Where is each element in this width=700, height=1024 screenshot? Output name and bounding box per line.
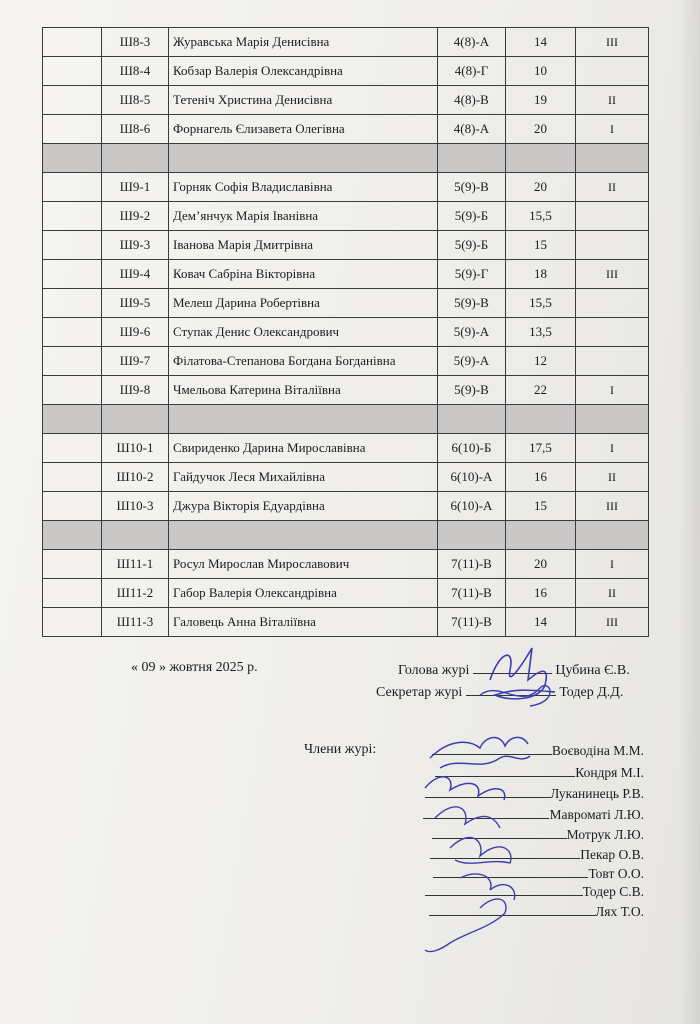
score-cell: 16	[506, 579, 576, 608]
row-number-cell	[43, 463, 102, 492]
score-cell: 20	[506, 115, 576, 144]
participant-name-cell: Мелеш Дарина Робертівна	[169, 289, 438, 318]
place-cell: II	[576, 86, 649, 115]
chair-name: Цубина Є.В.	[555, 663, 630, 678]
table-separator-row	[43, 405, 649, 434]
separator-cell	[438, 521, 506, 550]
separator-cell	[576, 405, 649, 434]
participant-code-cell: Ш8-6	[102, 115, 169, 144]
score-cell: 18	[506, 260, 576, 289]
score-cell: 15	[506, 231, 576, 260]
table-row	[43, 260, 649, 289]
score-cell: 14	[506, 28, 576, 57]
score-cell: 14	[506, 608, 576, 637]
chair-signature-scribble	[470, 640, 570, 710]
secretary-label: Секретар журі	[376, 685, 463, 700]
jury-member-name: Тодер С.В.	[582, 884, 644, 899]
score-cell: 15,5	[506, 289, 576, 318]
participant-code-cell: Ш11-1	[102, 550, 169, 579]
score-cell: 20	[506, 173, 576, 202]
participant-code-cell: Ш11-3	[102, 608, 169, 637]
jury-member-name: Мотрук Л.Ю.	[566, 827, 644, 842]
participant-name-cell: Джура Вікторія Едуардівна	[169, 492, 438, 521]
score-cell: 20	[506, 550, 576, 579]
row-number-cell	[43, 579, 102, 608]
chair-label: Голова журі	[398, 663, 470, 678]
place-cell	[576, 57, 649, 86]
table-row	[43, 86, 649, 115]
table-row	[43, 492, 649, 521]
class-cell: 5(9)-А	[438, 318, 506, 347]
place-cell	[576, 231, 649, 260]
table-separator-row	[43, 521, 649, 550]
protocol-date: « 09 » жовтня 2025 р.	[131, 660, 258, 675]
participant-name-cell: Журавська Марія Денисівна	[169, 28, 438, 57]
row-number-cell	[43, 434, 102, 463]
class-cell: 5(9)-В	[438, 376, 506, 405]
participant-code-cell: Ш9-6	[102, 318, 169, 347]
class-cell: 4(8)-А	[438, 28, 506, 57]
table-row	[43, 173, 649, 202]
participant-code-cell: Ш10-1	[102, 434, 169, 463]
jury-member-name: Лях Т.О.	[595, 904, 644, 919]
table-row	[43, 318, 649, 347]
score-cell: 16	[506, 463, 576, 492]
row-number-cell	[43, 550, 102, 579]
class-cell: 6(10)-Б	[438, 434, 506, 463]
class-cell: 7(11)-В	[438, 579, 506, 608]
class-cell: 7(11)-В	[438, 608, 506, 637]
row-number-cell	[43, 289, 102, 318]
participant-code-cell: Ш8-3	[102, 28, 169, 57]
score-cell: 12	[506, 347, 576, 376]
row-number-cell	[43, 492, 102, 521]
jury-member-name: Мавроматі Л.Ю.	[549, 807, 644, 822]
class-cell: 6(10)-А	[438, 463, 506, 492]
row-number-cell	[43, 57, 102, 86]
separator-cell	[102, 405, 169, 434]
place-cell	[576, 289, 649, 318]
class-cell: 4(8)-В	[438, 86, 506, 115]
separator-cell	[102, 521, 169, 550]
place-cell: I	[576, 550, 649, 579]
separator-cell	[43, 521, 102, 550]
participant-name-cell: Кобзар Валерія Олександрівна	[169, 57, 438, 86]
table-row	[43, 579, 649, 608]
participant-name-cell: Іванова Марія Дмитрівна	[169, 231, 438, 260]
separator-cell	[506, 144, 576, 173]
table-row	[43, 608, 649, 637]
row-number-cell	[43, 376, 102, 405]
jury-signatures-scribble	[410, 728, 550, 958]
participant-name-cell: Філатова-Степанова Богдана Богданівна	[169, 347, 438, 376]
row-number-cell	[43, 86, 102, 115]
row-number-cell	[43, 231, 102, 260]
row-number-cell	[43, 608, 102, 637]
place-cell	[576, 347, 649, 376]
participant-name-cell: Ступак Денис Олександрович	[169, 318, 438, 347]
separator-cell	[506, 405, 576, 434]
participant-name-cell: Росул Мирослав Мирославович	[169, 550, 438, 579]
table-row	[43, 231, 649, 260]
place-cell: II	[576, 173, 649, 202]
participant-code-cell: Ш9-5	[102, 289, 169, 318]
participant-code-cell: Ш9-2	[102, 202, 169, 231]
participant-name-cell: Форнагель Єлизавета Олегівна	[169, 115, 438, 144]
participant-name-cell: Габор Валерія Олександрівна	[169, 579, 438, 608]
jury-members-label: Члени журі:	[304, 742, 377, 757]
class-cell: 5(9)-В	[438, 289, 506, 318]
row-number-cell	[43, 347, 102, 376]
table-row	[43, 202, 649, 231]
class-cell: 7(11)-В	[438, 550, 506, 579]
table-row	[43, 289, 649, 318]
participant-name-cell: Дем’янчук Марія Іванівна	[169, 202, 438, 231]
participant-code-cell: Ш9-1	[102, 173, 169, 202]
class-cell: 5(9)-В	[438, 173, 506, 202]
place-cell: I	[576, 376, 649, 405]
table-row	[43, 550, 649, 579]
place-cell: I	[576, 434, 649, 463]
place-cell: III	[576, 492, 649, 521]
place-cell: III	[576, 28, 649, 57]
place-cell	[576, 202, 649, 231]
class-cell: 5(9)-Г	[438, 260, 506, 289]
row-number-cell	[43, 318, 102, 347]
score-cell: 22	[506, 376, 576, 405]
class-cell: 4(8)-А	[438, 115, 506, 144]
participant-code-cell: Ш8-5	[102, 86, 169, 115]
score-cell: 15,5	[506, 202, 576, 231]
jury-member-name: Кондря М.І.	[575, 765, 644, 780]
participant-name-cell: Гайдучок Леся Михайлівна	[169, 463, 438, 492]
jury-member-name: Воєводіна М.М.	[551, 743, 644, 758]
participant-name-cell: Галовець Анна Віталіївна	[169, 608, 438, 637]
separator-cell	[438, 405, 506, 434]
table-row	[43, 463, 649, 492]
participant-name-cell: Ковач Сабріна Вікторівна	[169, 260, 438, 289]
place-cell	[576, 318, 649, 347]
participant-code-cell: Ш9-3	[102, 231, 169, 260]
score-cell: 17,5	[506, 434, 576, 463]
row-number-cell	[43, 173, 102, 202]
participant-name-cell: Горняк Софія Владиславівна	[169, 173, 438, 202]
participant-code-cell: Ш10-2	[102, 463, 169, 492]
class-cell: 4(8)-Г	[438, 57, 506, 86]
results-table-body	[43, 28, 649, 637]
separator-cell	[576, 521, 649, 550]
participant-code-cell: Ш9-7	[102, 347, 169, 376]
class-cell: 5(9)-А	[438, 347, 506, 376]
score-cell: 15	[506, 492, 576, 521]
score-cell: 19	[506, 86, 576, 115]
row-number-cell	[43, 115, 102, 144]
separator-cell	[43, 405, 102, 434]
participant-code-cell: Ш9-4	[102, 260, 169, 289]
separator-cell	[102, 144, 169, 173]
class-cell: 5(9)-Б	[438, 202, 506, 231]
separator-cell	[169, 405, 438, 434]
table-row	[43, 347, 649, 376]
place-cell: II	[576, 579, 649, 608]
participant-code-cell: Ш11-2	[102, 579, 169, 608]
class-cell: 6(10)-А	[438, 492, 506, 521]
row-number-cell	[43, 202, 102, 231]
score-cell: 10	[506, 57, 576, 86]
jury-member-name: Луканинець Р.В.	[550, 786, 644, 801]
separator-cell	[169, 144, 438, 173]
table-row	[43, 57, 649, 86]
class-cell: 5(9)-Б	[438, 231, 506, 260]
jury-member-name: Пекар О.В.	[580, 847, 644, 862]
table-row	[43, 434, 649, 463]
table-row	[43, 28, 649, 57]
results-table	[42, 27, 649, 637]
page-edge-shadow	[678, 0, 700, 1024]
participant-name-cell: Тетеніч Христина Денисівна	[169, 86, 438, 115]
secretary-name: Тодер Д.Д.	[559, 685, 624, 700]
place-cell: III	[576, 260, 649, 289]
table-separator-row	[43, 144, 649, 173]
place-cell: I	[576, 115, 649, 144]
participant-code-cell: Ш8-4	[102, 57, 169, 86]
row-number-cell	[43, 260, 102, 289]
place-cell: III	[576, 608, 649, 637]
place-cell: II	[576, 463, 649, 492]
separator-cell	[438, 144, 506, 173]
separator-cell	[576, 144, 649, 173]
table-row	[43, 115, 649, 144]
participant-code-cell: Ш10-3	[102, 492, 169, 521]
participant-name-cell: Свириденко Дарина Мирославівна	[169, 434, 438, 463]
separator-cell	[506, 521, 576, 550]
separator-cell	[169, 521, 438, 550]
separator-cell	[43, 144, 102, 173]
score-cell: 13,5	[506, 318, 576, 347]
row-number-cell	[43, 28, 102, 57]
table-row	[43, 376, 649, 405]
participant-name-cell: Чмельова Катерина Віталіївна	[169, 376, 438, 405]
jury-member-name: Товт О.О.	[588, 866, 644, 881]
participant-code-cell: Ш9-8	[102, 376, 169, 405]
